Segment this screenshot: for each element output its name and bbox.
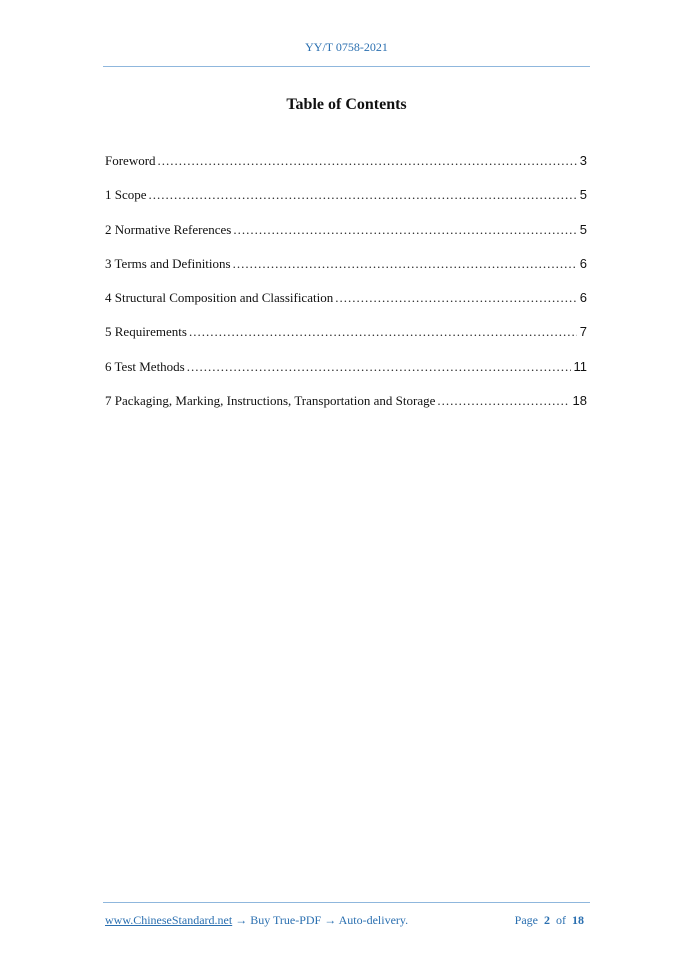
toc-entry-label: 4 Structural Composition and Classification xyxy=(105,290,334,306)
toc-entry-page: 5 xyxy=(579,187,587,203)
toc-entry-label: 6 Test Methods xyxy=(105,358,185,374)
footer-divider xyxy=(103,902,590,903)
toc-entry-label: 3 Terms and Definitions xyxy=(105,255,231,271)
toc-entry-page: 3 xyxy=(579,153,587,168)
toc-dot-leader xyxy=(149,187,577,203)
toc-entry-scope[interactable] xyxy=(105,187,587,221)
toc-entry-page: 11 xyxy=(573,358,587,374)
auto-delivery-text: Auto-delivery. xyxy=(338,913,409,927)
toc-entry-label: 1 Scope xyxy=(105,187,147,203)
toc-entry-label: 5 Requirements xyxy=(105,324,187,340)
toc-entry-foreword[interactable] xyxy=(105,153,587,187)
page-title: Table of Contents xyxy=(286,96,407,113)
total-pages-number: 18 xyxy=(572,913,584,927)
toc-dot-leader xyxy=(437,393,569,409)
toc-entry-structural-composition[interactable] xyxy=(105,290,587,324)
toc-dot-leader xyxy=(233,256,577,272)
toc-entry-page: 18 xyxy=(572,393,587,409)
arrow-right-icon: → xyxy=(235,913,248,927)
toc-dot-leader xyxy=(233,222,576,238)
toc-entry-label: Foreword xyxy=(105,153,156,168)
toc-dot-leader xyxy=(187,359,571,375)
toc-entry-test-methods[interactable] xyxy=(105,359,587,393)
current-page-number: 2 xyxy=(544,913,550,927)
toc-entry-label: 2 Normative References xyxy=(105,221,232,237)
arrow-right-icon: → xyxy=(324,913,337,927)
toc-entry-packaging[interactable] xyxy=(105,393,587,427)
document-header-id: YY/T 0758-2021 xyxy=(305,40,388,54)
toc-entry-page: 6 xyxy=(579,290,587,306)
toc-entry-page: 5 xyxy=(579,221,587,237)
toc-entry-normative-references[interactable] xyxy=(105,222,587,256)
header-divider xyxy=(103,66,590,67)
toc-dot-leader xyxy=(335,290,577,306)
of-word: of xyxy=(556,913,566,927)
toc-entry-label: 7 Packaging, Marking, Instructions, Transportation and Storage xyxy=(105,393,436,409)
toc-dot-leader xyxy=(189,324,577,340)
toc-dot-leader xyxy=(158,153,577,169)
buy-pdf-text: Buy True-PDF xyxy=(250,913,322,927)
page-word: Page xyxy=(514,913,538,927)
toc-entry-requirements[interactable] xyxy=(105,324,587,358)
page-indicator xyxy=(515,913,584,928)
toc-entry-page: 6 xyxy=(579,255,587,271)
footer-promo xyxy=(105,913,408,928)
site-link[interactable]: www.ChineseStandard.net xyxy=(105,913,233,927)
toc-entry-terms-definitions[interactable] xyxy=(105,256,587,290)
table-of-contents xyxy=(105,153,587,427)
page-footer xyxy=(105,913,587,931)
toc-entry-page: 7 xyxy=(579,324,587,340)
